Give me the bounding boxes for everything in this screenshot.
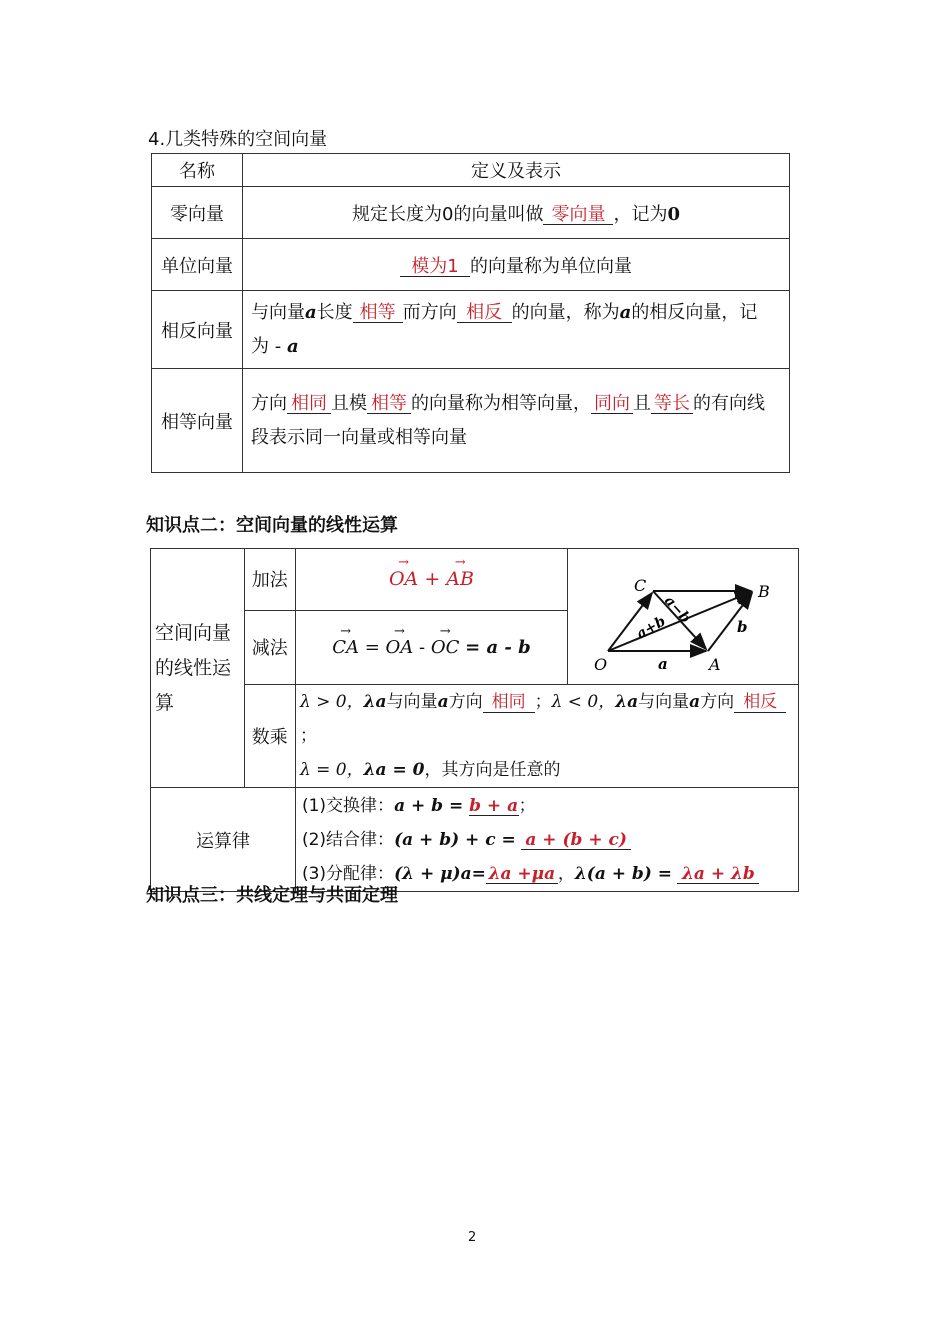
answer-blank: λa +μa [486,865,558,885]
special-vectors-table [151,153,790,473]
answer-blank: 零向量 [543,205,613,226]
row-definition: 方向 相同 且模 相等 的向量称为相等向量， 同向 且 等长 的有向线 段表示同一向量或相等向量 [243,369,790,473]
header-definition: 定义及表示 [243,154,790,187]
label-C: C [633,576,647,595]
answer-blank: 相等 [353,303,403,324]
table-row [152,187,790,239]
scalar-label: 数乘 [244,685,295,788]
parallelogram-diagram [567,549,798,685]
page-number: 2 [468,1230,477,1245]
row-definition: 规定长度为0的向量叫做 零向量 ，记为0 [243,187,790,239]
answer-blank: λa + λb [677,865,759,885]
answer-blank: 相反 [734,693,786,713]
row-definition: 与向量a长度 相等 而方向 相反 的向量，称为a的相反向量，记 为 - a [243,291,790,369]
knowledge2-heading: 知识点二：空间向量的线性运算 [146,515,398,536]
answer-blank: 相反 [457,303,512,324]
table-row [152,239,790,291]
laws-content: (1)交换律：a + b = b + a； (2)结合律：(a + b) + c = a + (b + c) (3)分配律：(λ + μ)a= λa +μa ，λ(a + b) = λa + λb [295,788,798,892]
row-name: 零向量 [152,187,243,239]
add-formula: → OA + → AB [295,549,567,611]
row-name: 相等向量 [152,369,243,473]
knowledge3-heading: 知识点三：共线定理与共面定理 [146,885,398,906]
sub-label: 减法 [244,610,295,684]
scalar-definition: λ > 0，λa与向量a方向 相同 ；λ < 0，λa与向量a方向 相反； λ = 0，λa = 0，其方向是任意的 [295,685,798,788]
table-row [152,369,790,473]
sub-formula: → CA = → OA - → OC = a - b [295,610,567,684]
label-A: A [708,655,721,674]
label-O: O [593,655,608,674]
label-a-minus-b: a−b [661,592,694,627]
linear-operations-table [150,548,799,892]
label-b: b [736,618,748,636]
category-cell: 空间向量的线性运算 [151,549,245,788]
row-name: 相反向量 [152,291,243,369]
label-B: B [757,582,770,601]
answer-blank: 等长 [651,394,693,415]
row-name: 单位向量 [152,239,243,291]
answer-blank: b + a [469,795,519,816]
answer-blank: 相等 [367,394,411,415]
answer-blank: 相同 [483,693,535,713]
parallelogram-svg [568,549,798,679]
label-a-plus-b: a+b [633,613,669,643]
answer-blank: a + (b + c) [521,831,631,851]
answer-blank: 模为1 [400,257,470,278]
section-heading: 4.几类特殊的空间向量 [148,129,328,150]
label-a: a [657,655,668,673]
add-label: 加法 [244,549,295,611]
row-definition: 模为1 的向量称为单位向量 [243,239,790,291]
header-name: 名称 [152,154,243,187]
laws-label: 运算律 [151,788,296,892]
answer-blank: 相同 [287,394,331,415]
answer-blank: 同向 [591,394,633,415]
table-row [152,291,790,369]
